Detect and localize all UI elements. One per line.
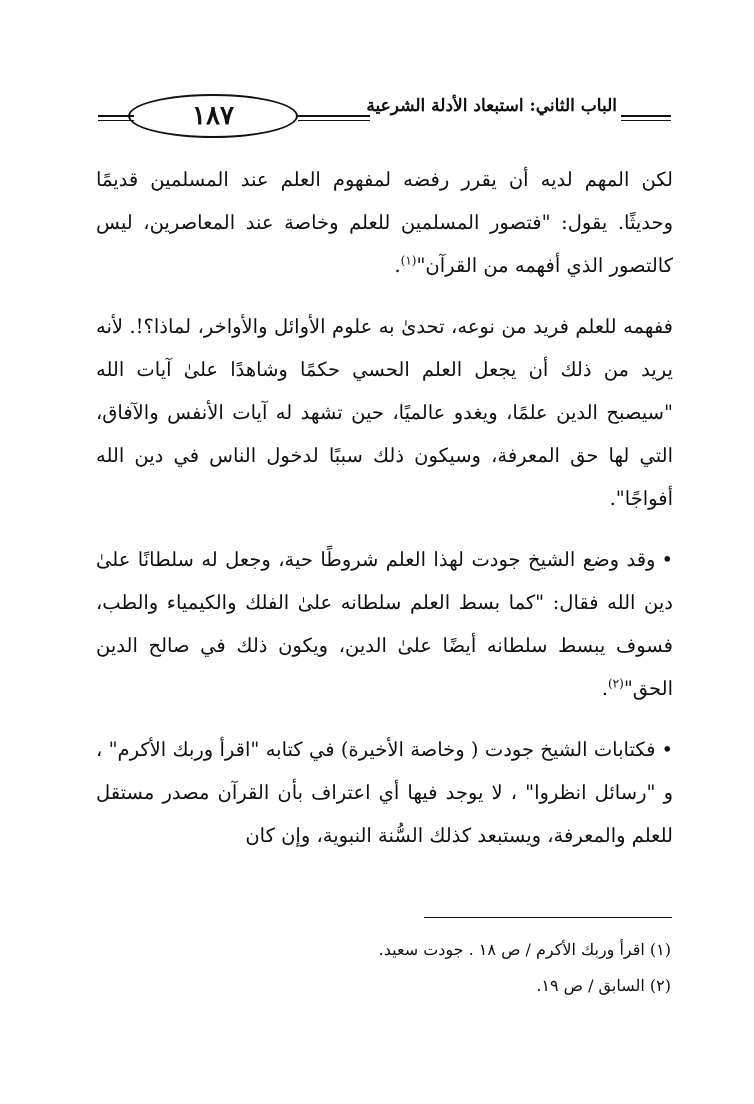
footnote-divider <box>424 917 672 918</box>
footnotes <box>96 932 671 1004</box>
paragraph-text: فكتابات الشيخ جودت ( وخاصة الأخيرة) في كتابه "اقرأ وربك الأكرم" ، و "رسائل انظروا" ، لا يوجد فيها أي اعتراف بأن القرآن مصدر مستقل للعلم والمعرفة، ويستبعد كذلك السُّنة النبوية، وإن كان <box>96 738 673 847</box>
chapter-title: الباب الثاني: استبعاد الأدلة الشرعية <box>366 96 617 116</box>
paragraph-3 <box>96 538 673 710</box>
bullet-icon: • <box>661 548 673 571</box>
footnote-2: (٢) السابق / ص ١٩. <box>536 976 671 995</box>
paragraph-text: وقد وضع الشيخ جودت لهذا العلم شروطًا حية، وجعل له سلطانًا علىٰ دين الله فقال: "كما بسط العلم سلطانه علىٰ الفلك والكيمياء والطب، فسوف يبسط سلطانه أيضًا علىٰ الدين، ويكون ذلك في صالح الدين الحق" <box>96 548 673 700</box>
page-header <box>98 88 671 146</box>
page-number: ١٨٧ <box>128 94 298 138</box>
body-text <box>96 158 673 875</box>
paragraph-1 <box>96 158 673 287</box>
paragraph-2 <box>96 305 673 520</box>
paragraph-tail: . <box>394 254 401 277</box>
bullet-icon: • <box>661 738 673 761</box>
paragraph-text: لكن المهم لديه أن يقرر رفضه لمفهوم العلم عند المسلمين قديمًا وحديثًا. يقول: "فتصور المسلمين للعلم وخاصة عند المعاصرين، ليس كالتصور الذي أفهمه من القرآن" <box>96 168 673 277</box>
paragraph-tail: . <box>601 677 608 700</box>
paragraph-text: ففهمه للعلم فريد من نوعه، تحدىٰ به علوم الأوائل والأواخر، لماذا؟!. لأنه يريد من ذلك أن يجعل العلم الحسي حكمًا وشاهدًا علىٰ آيات الله "سيصبح الدين علمًا، ويغدو عالميًا، حين تشهد له آيات الأنفس والآفاق، التي لها حق المعرفة، وسيكون ذلك سببًا لدخول الناس في دين الله أفواجًا". <box>96 315 673 510</box>
footnote-1: (١) اقرأ وربك الأكرم / ص ١٨ . جودت سعيد. <box>378 940 671 959</box>
paragraph-4 <box>96 728 673 857</box>
footnote-ref: (٢) <box>607 676 624 691</box>
footnote-ref: (١) <box>400 253 417 268</box>
header-rule-middle <box>298 115 370 121</box>
header-rule-right <box>621 115 671 121</box>
